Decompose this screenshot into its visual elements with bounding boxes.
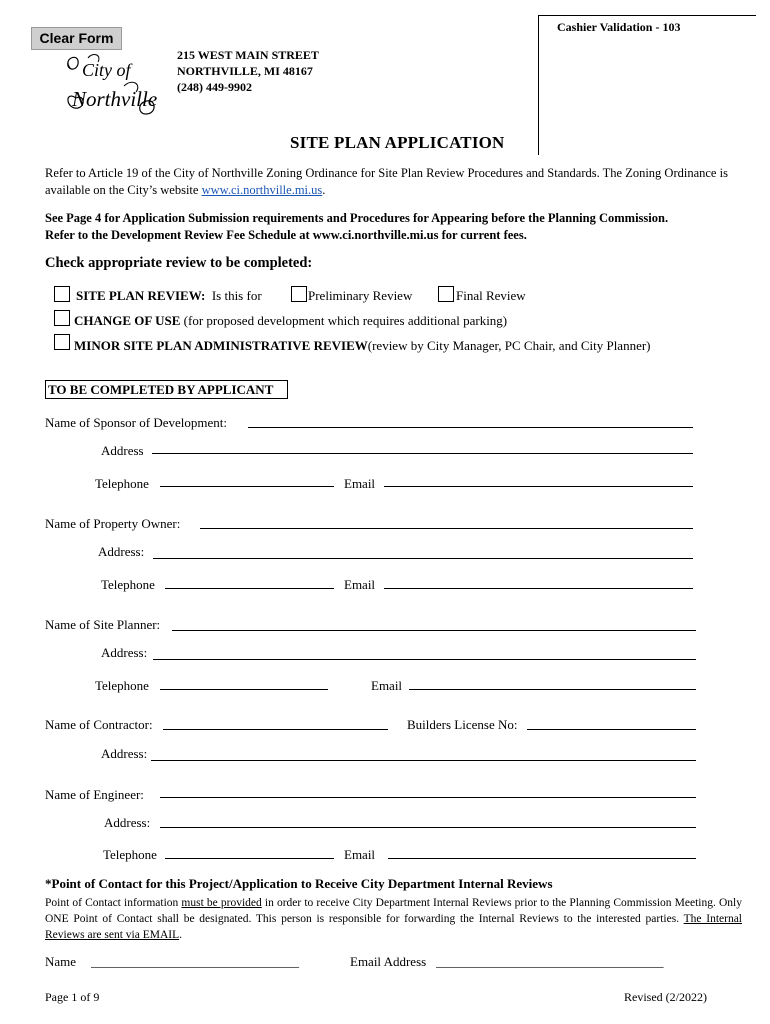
sponsor-name-field[interactable] <box>248 412 693 428</box>
engineer-email-label: Email <box>344 847 376 862</box>
city-logo <box>58 50 162 122</box>
svg-text:Northville: Northville <box>72 87 158 111</box>
owner-email-label: Email <box>344 577 376 592</box>
sponsor-email-label: Email <box>344 476 376 491</box>
notice-paragraph <box>45 210 745 244</box>
poc-paragraph: Point of Contact information must be provided in order to receive City Department Internal Reviews prior to the Planning Commission Meeting. Only ONE Point of Contact shall be designated. This person is responsible for forwarding the Internal Reviews to the interested parties. The Internal Reviews are sent via EMAIL. <box>45 897 743 941</box>
minor-site-plan-label: MINOR SITE PLAN ADMINISTRATIVE REVIEW(review by City Manager, PC Chair, and City Planner) <box>74 338 651 353</box>
address-street: 215 WEST MAIN STREET <box>177 48 319 62</box>
owner-address-label: Address: <box>98 544 145 559</box>
owner-telephone-label: Telephone <box>101 577 155 592</box>
engineer-name-label: Name of Engineer: <box>45 787 144 802</box>
change-of-use-label: CHANGE OF USE (for proposed development which requires additional parking) <box>74 313 508 328</box>
owner-name-field[interactable] <box>200 513 693 529</box>
poc-name-field[interactable]: ________________________________ <box>91 954 299 969</box>
address-phone: (248) 449-9902 <box>177 80 252 94</box>
notice-line-1: See Page 4 for Application Submission requirements and Procedures for Appearing before the Planning Commission. <box>45 211 669 225</box>
planner-address-field[interactable] <box>153 644 696 660</box>
sponsor-address-label: Address <box>101 443 144 458</box>
contractor-address-label: Address: <box>101 746 148 761</box>
contractor-address-field[interactable] <box>151 745 696 761</box>
planner-telephone-field[interactable] <box>160 674 328 690</box>
cashier-validation-label: Cashier Validation - 103 <box>557 20 681 34</box>
builders-license-field[interactable] <box>527 714 696 730</box>
page-title: SITE PLAN APPLICATION <box>290 133 505 152</box>
planner-email-label: Email <box>371 678 403 693</box>
final-review-checkbox[interactable] <box>438 286 454 302</box>
poc-heading: *Point of Contact for this Project/Application to Receive City Department Internal Reviews <box>45 876 553 891</box>
engineer-telephone-field[interactable] <box>165 843 334 859</box>
intro-text-end: . <box>322 183 326 197</box>
applicant-section-heading: TO BE COMPLETED BY APPLICANT <box>45 380 288 399</box>
poc-email-label: Email Address <box>350 954 427 969</box>
change-of-use-checkbox[interactable] <box>54 310 70 326</box>
sponsor-telephone-field[interactable] <box>160 471 334 487</box>
engineer-address-field[interactable] <box>160 812 696 828</box>
engineer-email-field[interactable] <box>388 843 696 859</box>
preliminary-review-label: Preliminary Review <box>308 288 413 303</box>
planner-address-label: Address: <box>101 645 148 660</box>
engineer-address-label: Address: <box>104 815 151 830</box>
contractor-name-label: Name of Contractor: <box>45 717 153 732</box>
owner-email-field[interactable] <box>384 573 693 589</box>
intro-paragraph <box>45 165 745 199</box>
sponsor-email-field[interactable] <box>384 471 693 487</box>
svg-text:City of: City of <box>82 60 131 80</box>
notice-line-2: Refer to the Development Review Fee Schedule at www.ci.northville.mi.us for current fees. <box>45 228 527 242</box>
intro-text: Refer to Article 19 of the City of Northville Zoning Ordinance for Site Plan Review Procedures and Standards. The Zoning Ordinance is available on the City’s website <box>45 166 728 197</box>
planner-email-field[interactable] <box>409 674 696 690</box>
poc-name-label: Name <box>45 954 77 969</box>
clear-form-button[interactable]: Clear Form <box>31 27 122 50</box>
website-link[interactable]: www.ci.northville.mi.us <box>201 183 323 197</box>
review-heading: Check appropriate review to be completed: <box>45 255 313 271</box>
sponsor-telephone-label: Telephone <box>95 476 149 491</box>
builders-license-label: Builders License No: <box>407 717 518 732</box>
site-plan-review-label: SITE PLAN REVIEW: Is this for <box>76 288 262 303</box>
page-number: Page 1 of 9 <box>45 990 100 1004</box>
minor-site-plan-checkbox[interactable] <box>54 334 70 350</box>
final-review-label: Final Review <box>456 288 526 303</box>
planner-telephone-label: Telephone <box>95 678 149 693</box>
address-city: NORTHVILLE, MI 48167 <box>177 64 313 78</box>
planner-name-label: Name of Site Planner: <box>45 617 161 632</box>
revision-date: Revised (2/2022) <box>624 990 707 1004</box>
owner-telephone-field[interactable] <box>165 573 334 589</box>
owner-address-field[interactable] <box>153 543 693 559</box>
engineer-name-field[interactable] <box>160 782 696 798</box>
sponsor-name-label: Name of Sponsor of Development: <box>45 415 227 430</box>
sponsor-address-field[interactable] <box>152 438 693 454</box>
contractor-name-field[interactable] <box>163 714 388 730</box>
preliminary-review-checkbox[interactable] <box>291 286 307 302</box>
city-of-northville-logo-icon <box>58 50 162 122</box>
engineer-telephone-label: Telephone <box>103 847 157 862</box>
cashier-validation-box <box>538 15 756 155</box>
site-plan-review-checkbox[interactable] <box>54 286 70 302</box>
planner-name-field[interactable] <box>172 615 696 631</box>
owner-name-label: Name of Property Owner: <box>45 516 181 531</box>
poc-email-field[interactable]: ___________________________________ <box>436 954 664 969</box>
